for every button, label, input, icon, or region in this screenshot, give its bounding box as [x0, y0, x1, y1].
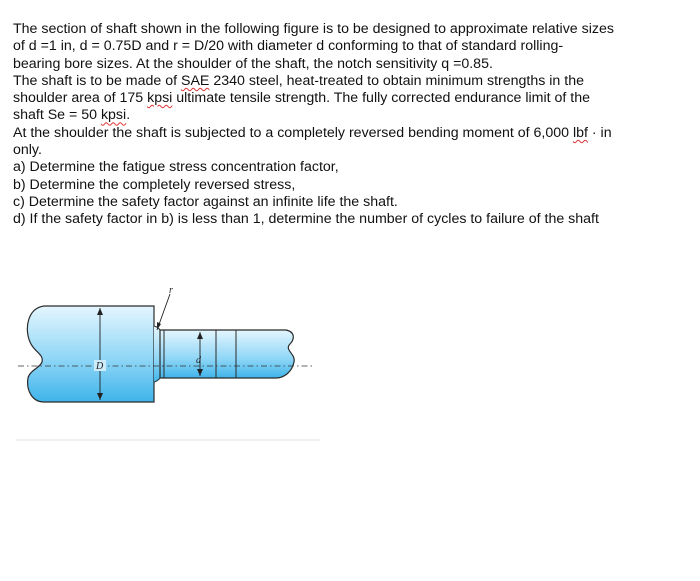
problem-statement — [13, 21, 693, 229]
material-line3-post: . — [126, 107, 131, 124]
radius-label: r — [169, 285, 173, 296]
small-shaft-section — [160, 330, 294, 378]
intro-line-2: of d =1 in, d = 0.75D and r = D/20 with diameter d conforming to that of standard rolling- — [13, 38, 564, 55]
question-c: c) Determine the safety factor against an infinite life the shaft. — [13, 193, 398, 210]
kpsi-term-2: kpsi — [100, 107, 127, 124]
material-pre-sae: The shaft is to be made of — [13, 72, 181, 89]
material-line3-pre: shaft Se = 50 — [13, 107, 101, 124]
loading-post: · in — [587, 124, 612, 141]
loading-line-2: only. — [13, 142, 42, 159]
loading-pre: At the shoulder the shaft is subjected to a completely reversed bending moment of 6,000 — [13, 124, 573, 141]
material-post-sae: 2340 steel, heat-treated to obtain minimum strengths in the — [209, 72, 584, 89]
question-d: d) If the safety factor in b) is less than 1, determine the number of cycles to failure of the shaft — [13, 211, 599, 228]
dimension-D-label: D — [96, 361, 104, 372]
shoulder-fillet — [154, 326, 160, 382]
material-line-2 — [13, 90, 693, 107]
material-line-3 — [13, 107, 693, 124]
material-line2-post: ultimate tensile strength. The fully corrected endurance limit of the — [172, 90, 591, 107]
question-a: a) Determine the fatigue stress concentration factor, — [13, 159, 339, 176]
material-line-1 — [13, 73, 693, 90]
dimension-d-label: d — [196, 355, 201, 366]
question-b: b) Determine the completely reversed stress, — [13, 176, 296, 193]
large-shaft-section — [27, 306, 154, 402]
material-line2-pre: shoulder area of 175 — [13, 90, 148, 107]
intro-line-1: The section of shaft shown in the following figure is to be designed to approximate relative sizes — [13, 21, 614, 37]
loading-line-1 — [13, 125, 693, 142]
sae-term: SAE — [180, 72, 210, 89]
lbf-term: lbf — [572, 124, 588, 141]
shaft-diagram — [14, 282, 324, 442]
intro-line-3: bearing bore sizes. At the shoulder of the shaft, the notch sensitivity q =0.85. — [13, 55, 493, 72]
shaft-figure — [14, 282, 324, 442]
kpsi-term-1: kpsi — [147, 90, 173, 107]
